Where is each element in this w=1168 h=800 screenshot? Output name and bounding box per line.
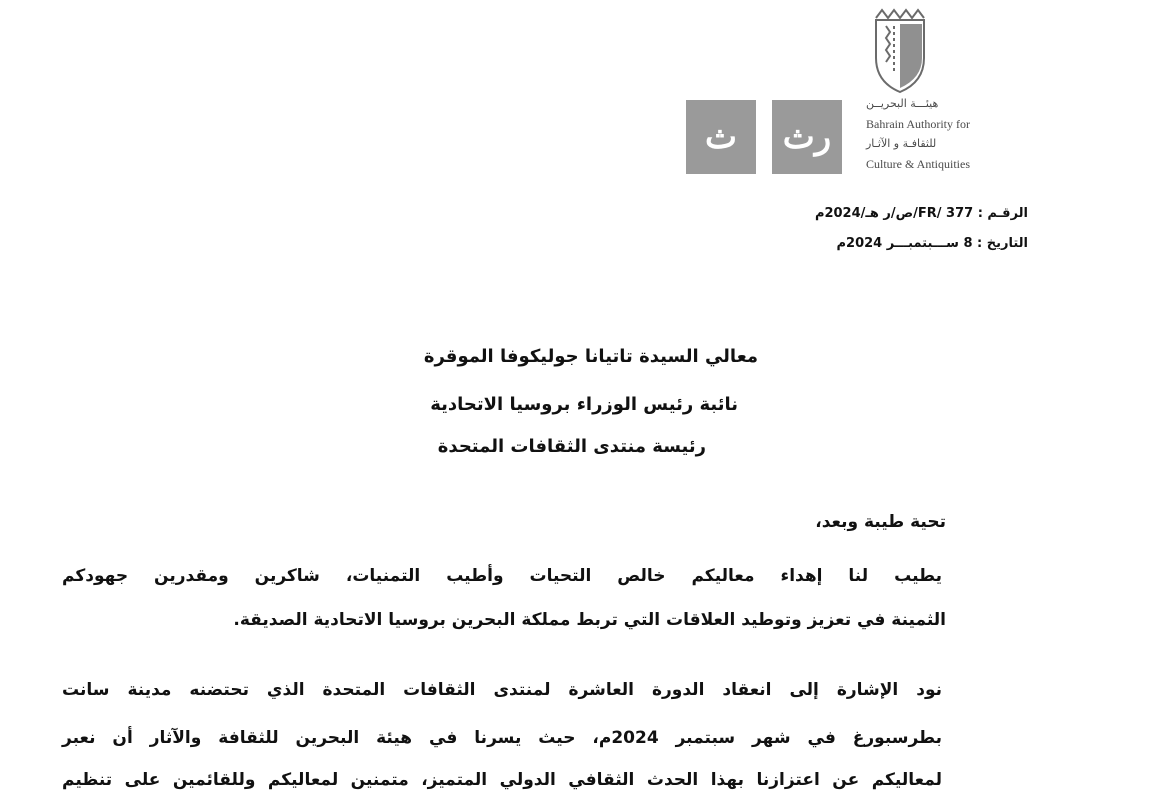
org-name-english-1: Bahrain Authority for: [866, 117, 970, 131]
org-name-english-2: Culture & Antiquities: [866, 157, 970, 171]
org-name-arabic-1: هيئـــة البحريــن: [866, 97, 939, 110]
logo-tile-left: ث: [686, 100, 756, 174]
body-line: يطيب لنا إهداء معاليكم خالص التحيات وأطيب التمنيات، شاكرين ومقدرين جهودكم: [62, 566, 942, 586]
logo-tile-right: رث: [772, 100, 842, 174]
body-line: نود الإشارة إلى انعقاد الدورة العاشرة لمنتدى الثقافات المتحدة الذي تحتضنه مدينة سانت: [62, 680, 942, 700]
letter-date: التاريخ : 8 ســـبتمبـــر 2024م: [836, 236, 1028, 251]
body-line: بطرسبورغ في شهر سبتمبر 2024م، حيث يسرنا في هيئة البحرين للثقافة والآثار أن نعبر: [62, 728, 943, 748]
body-line: لمعاليكم عن اعتزازنا بهذا الحدث الثقافي الدولي المتميز، متمنين لمعاليكم وللقائمين على تنظيم: [62, 770, 942, 790]
bahrain-emblem-icon: [866, 4, 936, 96]
addressee-position: رئيسة منتدى الثقافات المتحدة: [437, 436, 706, 457]
addressee-title: نائبة رئيس الوزراء بروسيا الاتحادية: [430, 394, 738, 415]
addressee-name: معالي السيدة تاتيانا جوليكوفا الموقرة: [423, 346, 758, 367]
organization-name-block: [866, 94, 1046, 174]
reference-number: الرقـم : 377 /FR/ص/ر هـ/2024م: [814, 206, 1028, 221]
org-name-arabic-2: للثقافـة و الآثـار: [866, 137, 937, 150]
body-line: الثمينة في تعزيز وتوطيد العلاقات التي تربط مملكة البحرين بروسيا الاتحادية الصديقة.: [233, 610, 946, 630]
greeting: تحية طيبة وبعد،: [815, 512, 946, 532]
